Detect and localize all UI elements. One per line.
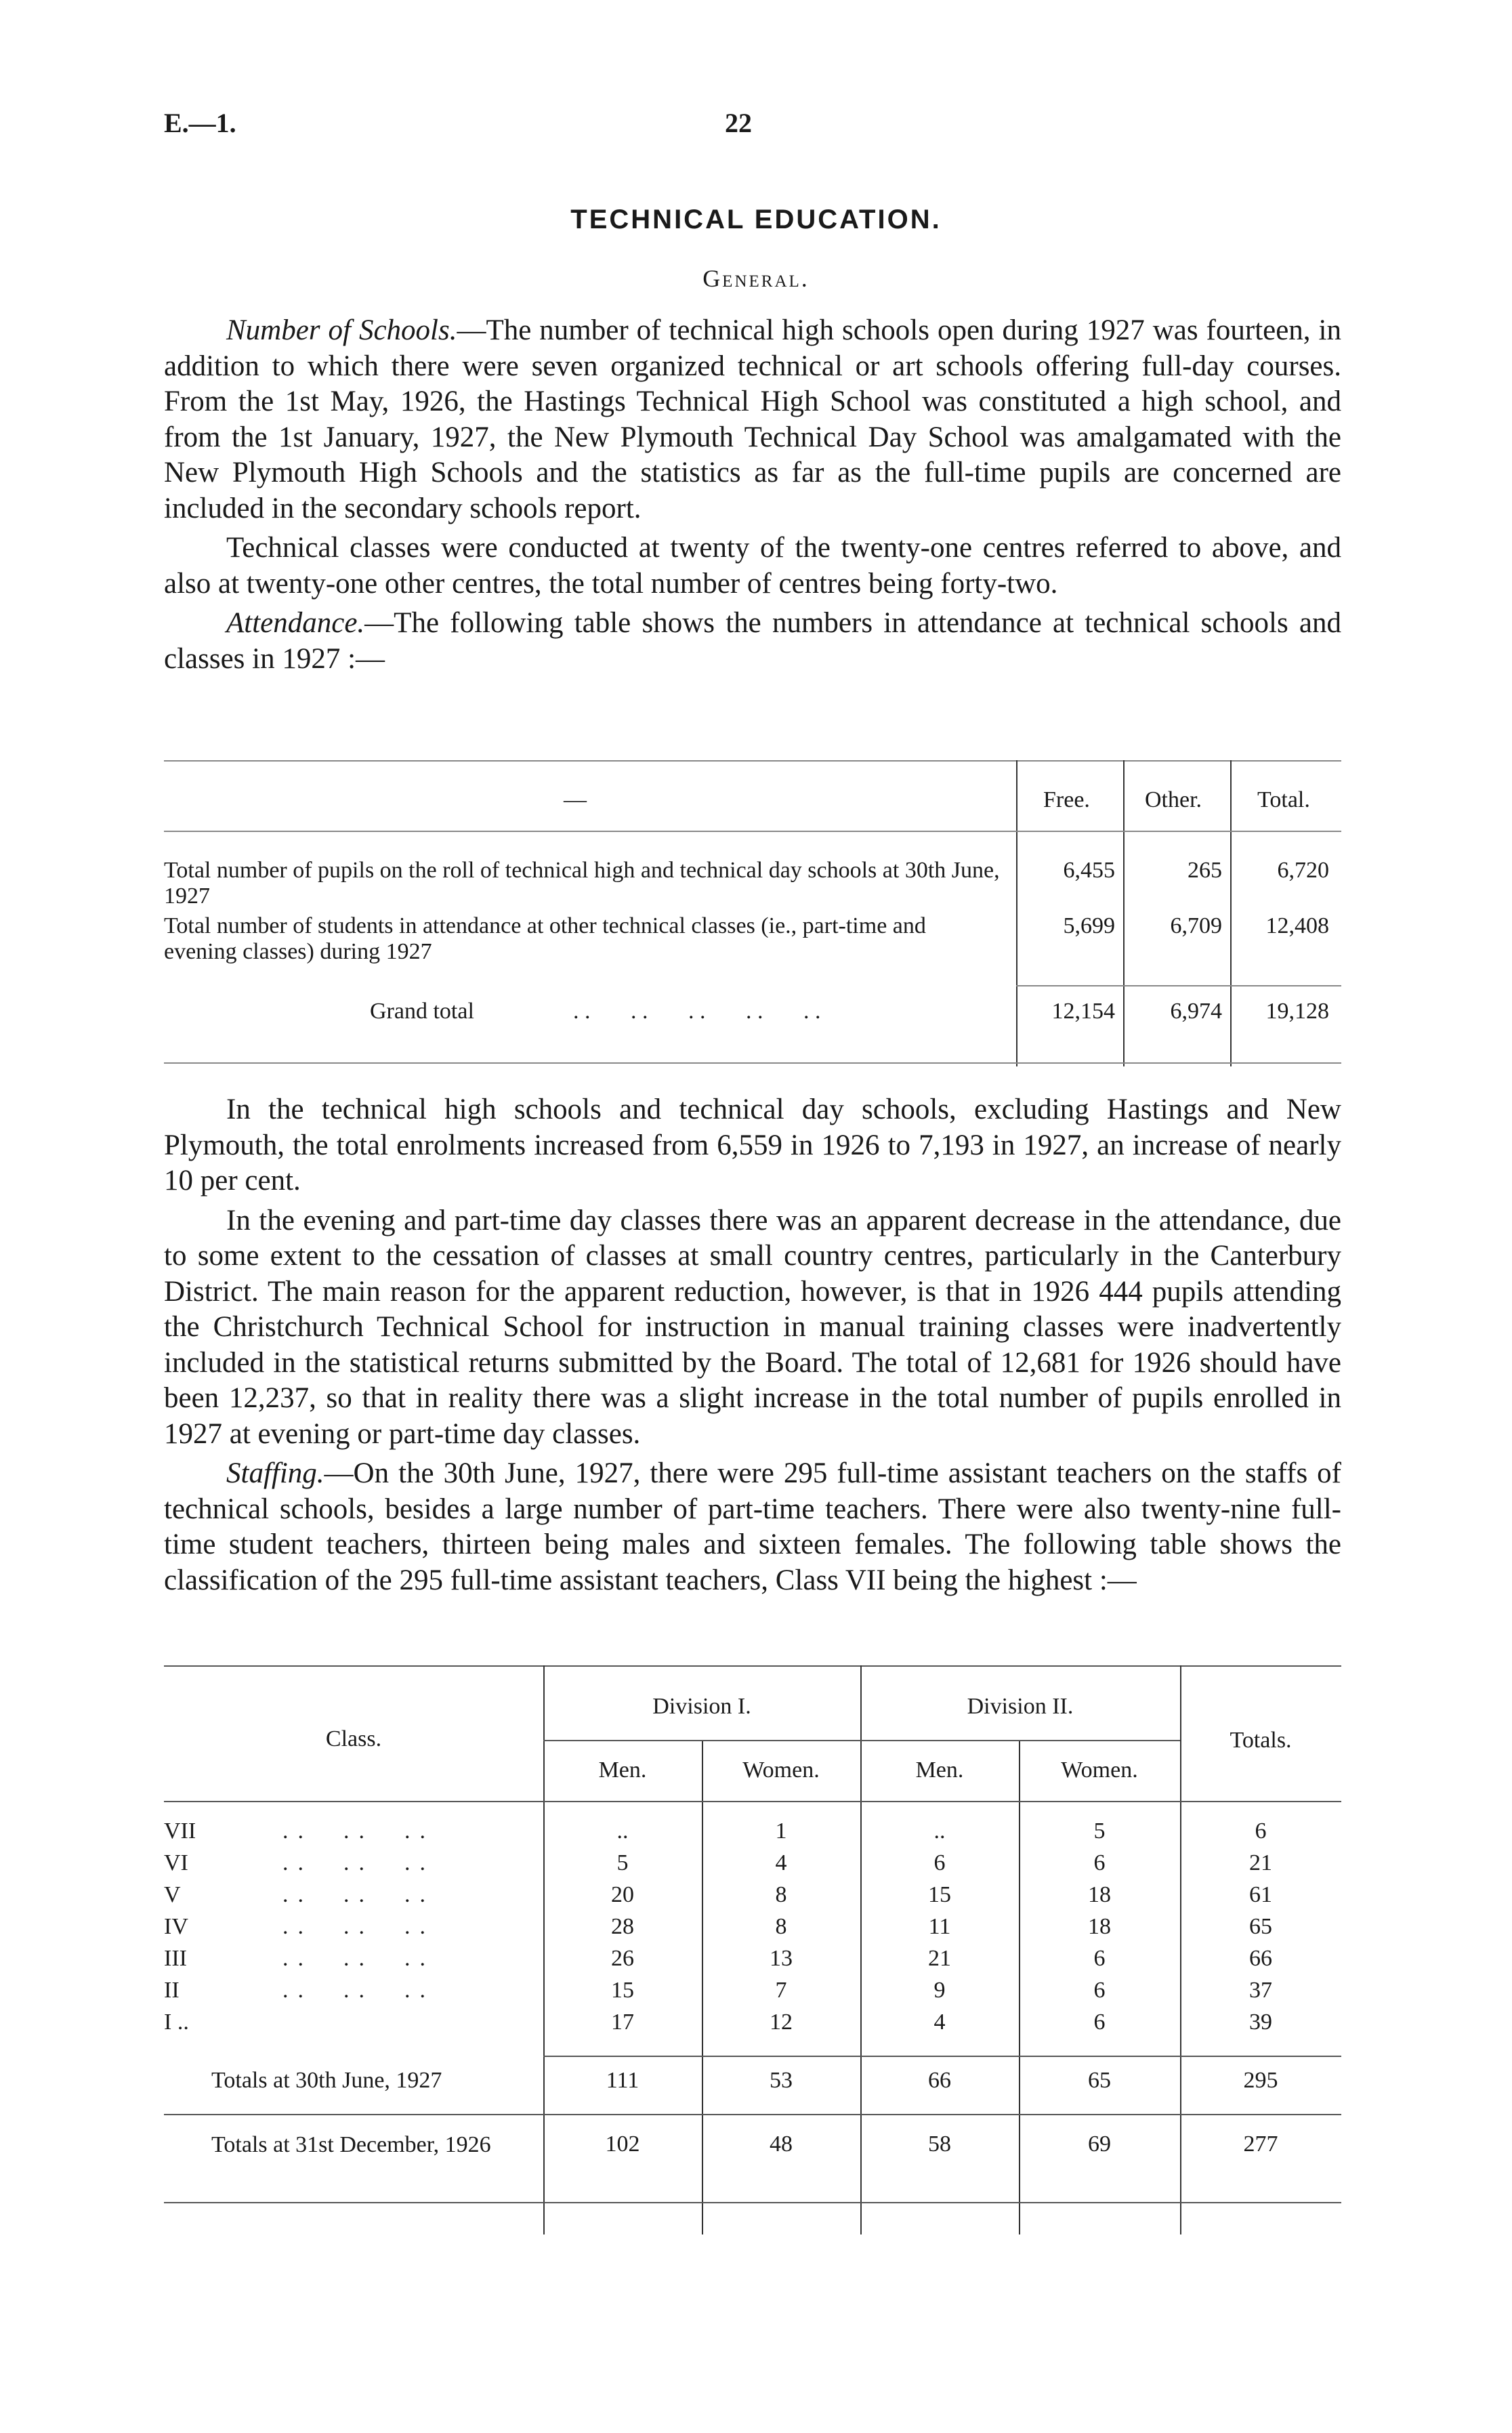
cell-other: 265	[1188, 858, 1222, 883]
table-rule	[164, 2202, 1341, 2203]
paragraph-text: —The number of technical high schools open during 1927 was fourteen, in addition to which there were seven organized technical or art schools offering full-day courses. From the 1st May, 1926, the Hastings Technical High School was constituted a high school, and from the 1st January, 1927, the New Plymouth Technical Day School was amalgamated with the New Plymouth High Schools and the statistics as far as the full-time pupils are concerned are included in the secondary schools report.	[164, 314, 1341, 524]
cell-div2-women: 5	[1093, 1818, 1106, 1844]
class-label: VII	[164, 1818, 196, 1844]
cell-div2-women: 6	[1093, 1850, 1106, 1875]
paragraph-text: In the evening and part-time day classes there was an apparent decrease in the attendance, due to some extent to the cessation of classes at small country centres, particularly in the Canterbury District. The main reason for the apparent reduction, however, is that in 1926 444 pupils attending the Christchurch Technical School for instruction in manual training classes were inadvertently included in the statistical returns submitted by the Board. The total of 12,681 for 1926 should have been 12,237, so that in reality there was a slight increase in the total number of pupils enrolled in 1927 at evening or part-time day classes.	[164, 1204, 1341, 1450]
page-number: 22	[725, 108, 752, 138]
cell-row-total: 61	[1249, 1882, 1272, 1907]
cell-div1-men: 26	[611, 1946, 634, 1971]
cell-div2-women: 6	[1093, 1978, 1106, 2003]
column-header-men: Men.	[598, 1758, 647, 1783]
cell-div1-men: 28	[611, 1914, 634, 1939]
grand-total-total: 19,128	[1265, 999, 1329, 1024]
paragraph-text: In the technical high schools and technical day schools, excluding Hastings and New Plymouth, the total enrolments increased from 6,559 in 1926 to 7,193 in 1927, an increase of nearly 10 per cent.	[164, 1094, 1341, 1197]
leader-dots: .. .. ..	[282, 1850, 435, 1875]
column-header-total: Total.	[1257, 787, 1310, 812]
cell-div2-women: 6	[1093, 1946, 1106, 1971]
cell-div1-men: ..	[616, 1818, 629, 1844]
totals-1927-div2-women: 65	[1088, 2068, 1111, 2093]
totals-1926-div2-women: 69	[1088, 2132, 1111, 2157]
totals-1927-div2-men: 66	[928, 2068, 951, 2093]
cell-div1-men: 20	[611, 1882, 634, 1907]
column-header-men: Men.	[915, 1758, 964, 1783]
cell-total: 12,408	[1265, 913, 1329, 938]
paragraph-technical-classes	[164, 531, 1341, 602]
cell-free: 6,455	[1063, 858, 1115, 883]
cell-div2-men: ..	[933, 1818, 946, 1844]
cell-row-total: 6	[1255, 1818, 1267, 1844]
page-title: TECHNICAL EDUCATION.	[570, 205, 942, 234]
totals-1926-div1-men: 102	[605, 2132, 640, 2157]
paragraph-text: Technical classes were conducted at twenty of the twenty-one centres referred to above, and also at twenty-one other centres, the total number of centres being forty-two.	[164, 532, 1341, 600]
table-rule	[164, 1062, 1341, 1064]
cell-row-total: 65	[1249, 1914, 1272, 1939]
column-header-division-1: Division I.	[652, 1694, 751, 1719]
leader-dots: .. .. ..	[282, 1946, 435, 1971]
column-header-women: Women.	[742, 1758, 820, 1783]
paragraph-lead: Attendance.	[226, 607, 365, 639]
cell-row-total: 37	[1249, 1978, 1272, 2003]
column-header-class: Class.	[325, 1726, 382, 1751]
class-label: IV	[164, 1914, 188, 1939]
table-rule	[1016, 985, 1341, 986]
cell-div1-women: 4	[775, 1850, 787, 1875]
cell-row-total: 39	[1249, 2010, 1272, 2035]
cell-div1-men: 5	[616, 1850, 629, 1875]
table-rule	[543, 1740, 1180, 1741]
column-header-division-2: Division II.	[967, 1694, 1074, 1719]
cell-div1-women: 12	[770, 2010, 793, 2035]
totals-1926-label: Totals at 31st December, 1926	[211, 2132, 491, 2157]
column-header-free: Free.	[1043, 787, 1090, 812]
paragraph-lead: Staffing.	[226, 1457, 324, 1489]
cell-total: 6,720	[1277, 858, 1329, 883]
cell-div2-women: 6	[1093, 2010, 1106, 2035]
section-subtitle: General.	[702, 265, 810, 292]
row-label: Total number of pupils on the roll of technical high and technical day schools at 30th June, 1927	[164, 858, 1000, 909]
cell-div1-women: 8	[775, 1914, 787, 1939]
column-divider	[1019, 1740, 1020, 2234]
row-label: Total number of students in attendance at other technical classes (ie., part-time and evening classes) during 1927	[164, 913, 926, 964]
cell-div1-women: 13	[770, 1946, 793, 1971]
leader-dots: .. .. ..	[282, 1914, 435, 1939]
staffing-table	[164, 1665, 1341, 2234]
cell-other: 6,709	[1170, 913, 1222, 938]
cell-div2-men: 15	[928, 1882, 951, 1907]
leader-dots: .. .. ..	[282, 1882, 435, 1907]
cell-row-total: 21	[1249, 1850, 1272, 1875]
grand-total-label: Grand total	[370, 999, 474, 1024]
cell-div2-women: 18	[1088, 1914, 1111, 1939]
attendance-table	[164, 760, 1341, 1065]
cell-div1-men: 17	[611, 2010, 634, 2035]
cell-div2-men: 4	[933, 2010, 946, 2035]
table-rule	[543, 2056, 1341, 2057]
table-rule	[164, 1801, 1341, 1802]
totals-1927-div1-women: 53	[770, 2068, 793, 2093]
cell-div2-men: 6	[933, 1850, 946, 1875]
table-rule	[164, 1665, 1341, 1667]
class-label: III	[164, 1946, 187, 1971]
leader-dots: .. .. ..	[282, 1978, 435, 2003]
totals-1927-label: Totals at 30th June, 1927	[211, 2068, 442, 2093]
cell-div2-men: 11	[928, 1914, 951, 1939]
column-divider	[860, 1665, 862, 2234]
column-header-totals: Totals.	[1230, 1728, 1292, 1753]
class-label: II	[164, 1978, 180, 2003]
grand-total-free: 12,154	[1051, 999, 1115, 1024]
leader-dots: . . . . . . . . . .	[573, 999, 821, 1024]
totals-1926-total: 277	[1243, 2132, 1278, 2157]
cell-div2-men: 9	[933, 1978, 946, 2003]
paragraph-attendance	[164, 606, 1341, 677]
paragraph-enrolments	[164, 1092, 1341, 1199]
paragraph-staffing	[164, 1456, 1341, 1598]
cell-free: 5,699	[1063, 913, 1115, 938]
table-rule	[164, 831, 1341, 832]
cell-div1-men: 15	[611, 1978, 634, 2003]
grand-total-other: 6,974	[1170, 999, 1222, 1024]
column-divider	[543, 1665, 545, 2234]
discussion-text-block	[164, 1092, 1341, 1598]
class-label: V	[164, 1882, 181, 1907]
table-rule	[164, 2114, 1341, 2115]
class-label: I ..	[164, 2010, 189, 2035]
intro-text-block	[164, 313, 1341, 677]
table-rule	[164, 760, 1341, 762]
cell-row-total: 66	[1249, 1946, 1272, 1971]
paragraph-evening-classes	[164, 1203, 1341, 1453]
paragraph-lead: Number of Schools.	[226, 314, 457, 346]
column-divider	[702, 1740, 703, 2234]
paragraph-text: —The following table shows the numbers in attendance at technical schools and classes in 1927 :—	[164, 607, 1341, 675]
cell-div2-women: 18	[1088, 1882, 1111, 1907]
column-header-other: Other.	[1145, 787, 1202, 812]
cell-div1-women: 7	[775, 1978, 787, 2003]
totals-1926-div1-women: 48	[770, 2132, 793, 2157]
totals-1927-div1-men: 111	[606, 2068, 639, 2093]
cell-div1-women: 1	[775, 1818, 787, 1844]
class-label: VI	[164, 1850, 188, 1875]
cell-div2-men: 21	[928, 1946, 951, 1971]
paragraph-number-of-schools	[164, 313, 1341, 526]
header-dash: —	[564, 787, 587, 812]
cell-div1-women: 8	[775, 1882, 787, 1907]
totals-1926-div2-men: 58	[928, 2132, 951, 2157]
section-code: E.—1.	[164, 108, 236, 138]
leader-dots: .. .. ..	[282, 1818, 435, 1844]
column-header-women: Women.	[1061, 1758, 1138, 1783]
totals-1927-total: 295	[1243, 2068, 1278, 2093]
paragraph-text: —On the 30th June, 1927, there were 295 full-time assistant teachers on the staffs of technical schools, besides a large number of part-time teachers. There were also twenty-nine full-time student teachers, thirteen being males and sixteen females. The following table shows the classification of the 295 full-time assistant teachers, Class VII being the highest :—	[164, 1457, 1341, 1596]
